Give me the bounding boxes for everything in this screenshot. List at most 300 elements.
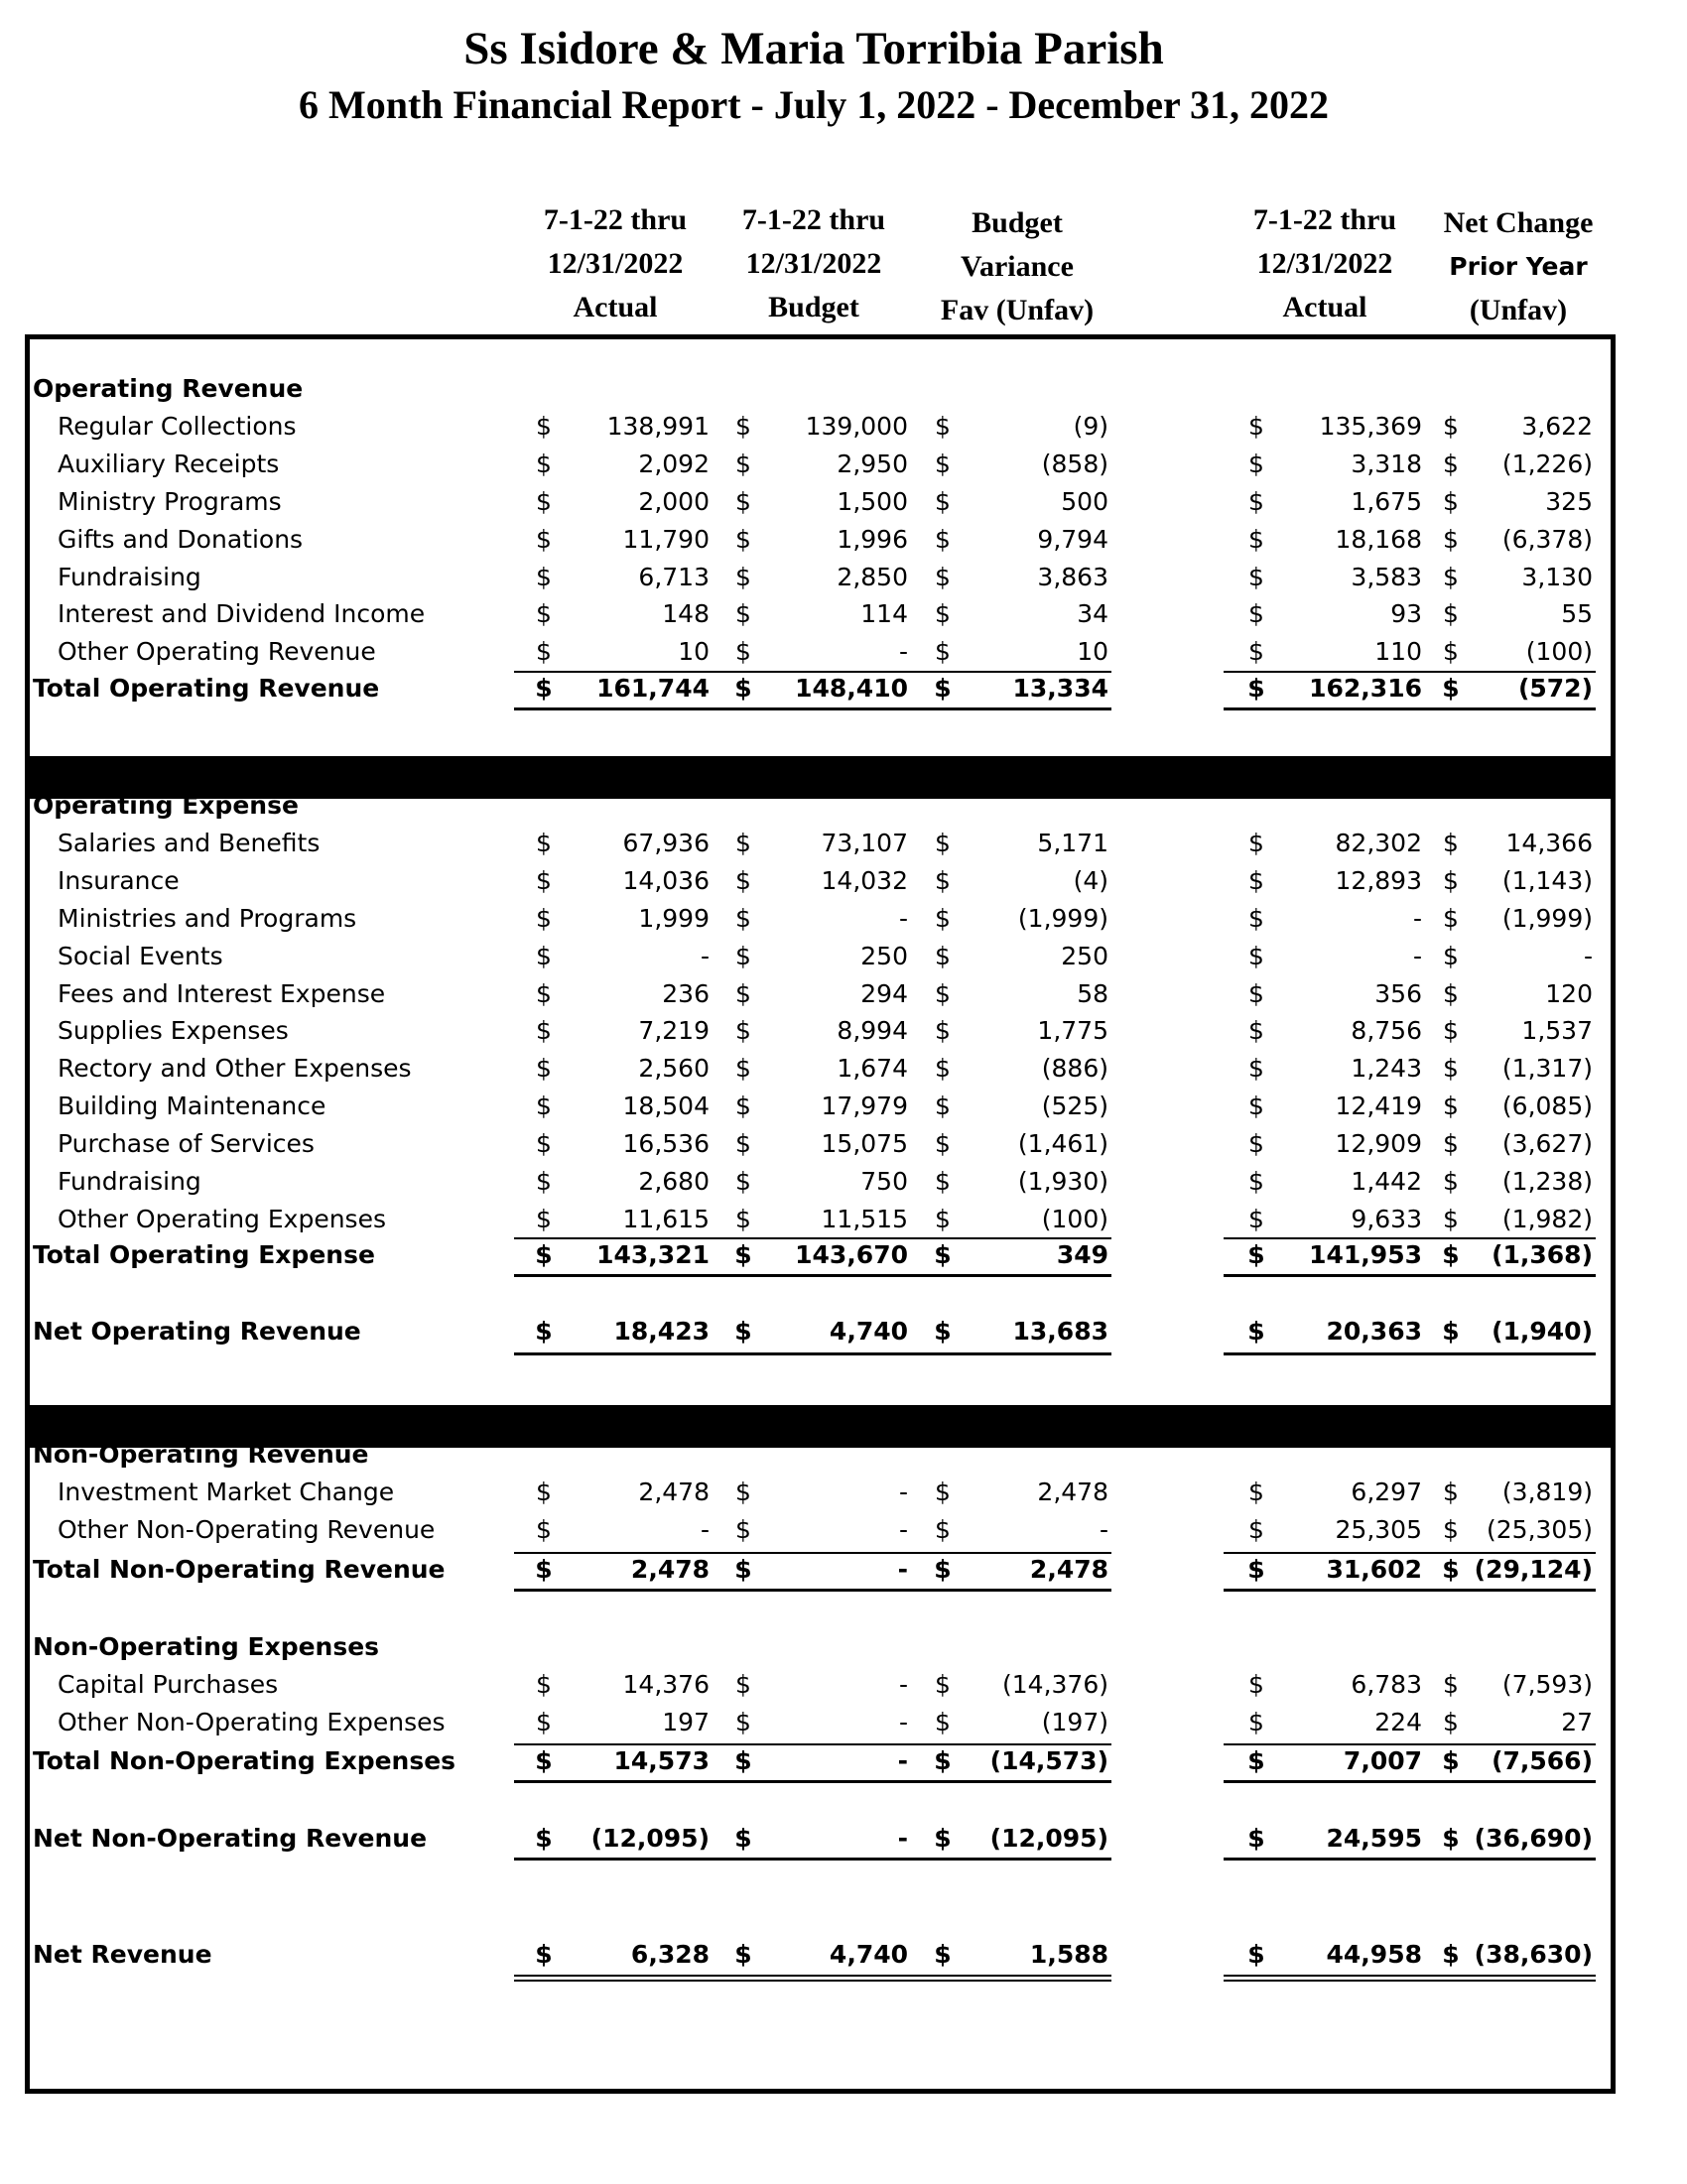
amount-cell: (525) bbox=[1041, 1092, 1108, 1121]
currency-symbol: $ bbox=[535, 1824, 553, 1853]
currency-symbol: $ bbox=[735, 1477, 751, 1506]
currency-symbol: $ bbox=[1443, 562, 1459, 591]
amount-cell: (36,690) bbox=[1474, 1824, 1593, 1853]
amount-cell: (572) bbox=[1517, 674, 1593, 703]
amount-cell: 1,999 bbox=[638, 903, 710, 933]
amount-cell: 141,953 bbox=[1309, 1240, 1422, 1269]
amount-cell: 12,419 bbox=[1335, 1092, 1422, 1121]
currency-symbol: $ bbox=[1443, 1477, 1459, 1506]
amount-cell: 2,478 bbox=[638, 1477, 710, 1506]
amount-cell: (29,124) bbox=[1474, 1555, 1593, 1584]
amount-cell: 2,560 bbox=[638, 1054, 710, 1084]
amount-cell: (7,566) bbox=[1492, 1746, 1593, 1775]
currency-symbol: $ bbox=[1248, 524, 1264, 554]
underline bbox=[514, 1743, 1111, 1745]
amount-cell: - bbox=[1412, 903, 1422, 933]
currency-symbol: $ bbox=[735, 1129, 751, 1159]
amount-cell: 2,850 bbox=[837, 562, 908, 591]
amount-cell: (4) bbox=[1073, 865, 1108, 895]
currency-symbol: $ bbox=[536, 1054, 552, 1084]
currency-symbol: $ bbox=[536, 411, 552, 441]
currency-symbol: $ bbox=[935, 978, 951, 1008]
section-heading: Non-Operating Revenue bbox=[33, 1440, 369, 1469]
amount-cell: - bbox=[897, 1824, 908, 1853]
currency-symbol: $ bbox=[1247, 1317, 1265, 1346]
currency-symbol: $ bbox=[1248, 1514, 1264, 1544]
currency-symbol: $ bbox=[735, 1707, 751, 1736]
currency-symbol: $ bbox=[735, 828, 751, 857]
row-label: Total Operating Expense bbox=[33, 1240, 375, 1269]
amount-cell: 14,573 bbox=[613, 1746, 710, 1775]
amount-cell: 3,130 bbox=[1521, 562, 1593, 591]
section-heading: Operating Expense bbox=[33, 791, 299, 820]
currency-symbol: $ bbox=[1247, 1940, 1265, 1969]
amount-cell: 14,366 bbox=[1505, 828, 1593, 857]
row-label: Other Operating Expenses bbox=[58, 1204, 386, 1233]
amount-cell: 9,794 bbox=[1037, 524, 1108, 554]
currency-symbol: $ bbox=[1443, 449, 1459, 478]
amount-cell: 143,670 bbox=[795, 1240, 908, 1269]
column-header-budget: 7-1-22 thru 12/31/2022 Budget bbox=[741, 203, 886, 323]
amount-cell: (14,573) bbox=[989, 1746, 1108, 1775]
amount-cell: 1,500 bbox=[837, 486, 908, 516]
amount-cell: 11,515 bbox=[821, 1204, 908, 1233]
currency-symbol: $ bbox=[934, 1317, 952, 1346]
amount-cell: 110 bbox=[1374, 637, 1422, 667]
amount-cell: 148,410 bbox=[795, 674, 908, 703]
amount-cell: - bbox=[897, 1746, 908, 1775]
amount-cell: 3,863 bbox=[1037, 562, 1108, 591]
currency-symbol: $ bbox=[536, 1204, 552, 1233]
amount-cell: (12,095) bbox=[989, 1824, 1108, 1853]
row-label: Rectory and Other Expenses bbox=[58, 1054, 412, 1084]
currency-symbol: $ bbox=[934, 1940, 952, 1969]
underline bbox=[514, 1274, 1111, 1277]
amount-cell: 750 bbox=[860, 1167, 908, 1196]
currency-symbol: $ bbox=[735, 1092, 751, 1121]
currency-symbol: $ bbox=[935, 1016, 951, 1046]
report-title: Ss Isidore & Maria Torribia Parish bbox=[463, 23, 1164, 74]
underline bbox=[1224, 1589, 1596, 1592]
amount-cell: 10 bbox=[1077, 637, 1108, 667]
underline bbox=[1224, 707, 1596, 710]
currency-symbol: $ bbox=[1443, 978, 1459, 1008]
currency-symbol: $ bbox=[1248, 1167, 1264, 1196]
amount-cell: 1,675 bbox=[1351, 486, 1422, 516]
amount-cell: 4,740 bbox=[829, 1940, 908, 1969]
currency-symbol: $ bbox=[1248, 1054, 1264, 1084]
currency-symbol: $ bbox=[935, 637, 951, 667]
currency-symbol: $ bbox=[536, 524, 552, 554]
amount-cell: 3,622 bbox=[1521, 411, 1593, 441]
row-label: Purchase of Services bbox=[58, 1129, 315, 1159]
amount-cell: 162,316 bbox=[1309, 674, 1422, 703]
currency-symbol: $ bbox=[535, 1240, 553, 1269]
amount-cell: 15,075 bbox=[821, 1129, 908, 1159]
amount-cell: 2,680 bbox=[638, 1167, 710, 1196]
currency-symbol: $ bbox=[536, 562, 552, 591]
amount-cell: 16,536 bbox=[622, 1129, 710, 1159]
amount-cell: 27 bbox=[1561, 1707, 1593, 1736]
row-label: Gifts and Donations bbox=[58, 524, 304, 554]
amount-cell: 250 bbox=[1061, 941, 1108, 970]
underline bbox=[1224, 1858, 1596, 1861]
amount-cell: - bbox=[700, 1514, 710, 1544]
currency-symbol: $ bbox=[1248, 449, 1264, 478]
currency-symbol: $ bbox=[536, 1016, 552, 1046]
amount-cell: - bbox=[898, 637, 908, 667]
currency-symbol: $ bbox=[1248, 1707, 1264, 1736]
amount-cell: 9,633 bbox=[1351, 1204, 1422, 1233]
currency-symbol: $ bbox=[1248, 1477, 1264, 1506]
currency-symbol: $ bbox=[1248, 1669, 1264, 1699]
currency-symbol: $ bbox=[536, 1167, 552, 1196]
currency-symbol: $ bbox=[735, 562, 751, 591]
row-label: Interest and Dividend Income bbox=[58, 599, 426, 629]
currency-symbol: $ bbox=[536, 978, 552, 1008]
row-label: Social Events bbox=[58, 941, 223, 970]
row-label: Ministries and Programs bbox=[58, 903, 357, 933]
section-heading: Non-Operating Expenses bbox=[33, 1632, 380, 1661]
currency-symbol: $ bbox=[935, 1167, 951, 1196]
row-label: Other Non-Operating Revenue bbox=[58, 1514, 436, 1544]
currency-symbol: $ bbox=[1443, 1016, 1459, 1046]
amount-cell: 58 bbox=[1077, 978, 1108, 1008]
currency-symbol: $ bbox=[934, 1746, 952, 1775]
row-label: Ministry Programs bbox=[58, 486, 282, 516]
currency-symbol: $ bbox=[934, 1824, 952, 1853]
currency-symbol: $ bbox=[935, 411, 951, 441]
amount-cell: 139,000 bbox=[805, 411, 908, 441]
underline bbox=[514, 1552, 1111, 1554]
currency-symbol: $ bbox=[935, 1514, 951, 1544]
row-label: Net Operating Revenue bbox=[33, 1317, 361, 1346]
currency-symbol: $ bbox=[535, 1317, 553, 1346]
amount-cell: 44,958 bbox=[1326, 1940, 1422, 1969]
amount-cell: 143,321 bbox=[596, 1240, 710, 1269]
amount-cell: 14,036 bbox=[622, 865, 710, 895]
amount-cell: 13,683 bbox=[1012, 1317, 1108, 1346]
currency-symbol: $ bbox=[1443, 486, 1459, 516]
amount-cell: (1,317) bbox=[1501, 1054, 1593, 1084]
currency-symbol: $ bbox=[735, 1514, 751, 1544]
amount-cell: - bbox=[898, 903, 908, 933]
amount-cell: (1,143) bbox=[1501, 865, 1593, 895]
row-label: Insurance bbox=[58, 865, 180, 895]
column-header-prior-actual: 7-1-22 thru 12/31/2022 Actual bbox=[1252, 203, 1397, 323]
currency-symbol: $ bbox=[1443, 1129, 1459, 1159]
currency-symbol: $ bbox=[536, 865, 552, 895]
currency-symbol: $ bbox=[1248, 411, 1264, 441]
amount-cell: 2,478 bbox=[1029, 1555, 1108, 1584]
row-label: Other Operating Revenue bbox=[58, 637, 376, 667]
amount-cell: 8,756 bbox=[1351, 1016, 1422, 1046]
currency-symbol: $ bbox=[536, 828, 552, 857]
double-underline bbox=[514, 1975, 1111, 1982]
currency-symbol: $ bbox=[934, 674, 952, 703]
currency-symbol: $ bbox=[935, 903, 951, 933]
amount-cell: 18,504 bbox=[622, 1092, 710, 1121]
amount-cell: 73,107 bbox=[821, 828, 908, 857]
amount-cell: 2,000 bbox=[638, 486, 710, 516]
amount-cell: 34 bbox=[1077, 599, 1108, 629]
amount-cell: 325 bbox=[1545, 486, 1593, 516]
amount-cell: 11,615 bbox=[622, 1204, 710, 1233]
column-header-actual: 7-1-22 thru 12/31/2022 Actual bbox=[543, 203, 688, 323]
underline bbox=[1224, 671, 1596, 673]
row-label: Fundraising bbox=[58, 1167, 201, 1196]
currency-symbol: $ bbox=[935, 1129, 951, 1159]
currency-symbol: $ bbox=[735, 411, 751, 441]
currency-symbol: $ bbox=[536, 1129, 552, 1159]
currency-symbol: $ bbox=[536, 599, 552, 629]
currency-symbol: $ bbox=[735, 1204, 751, 1233]
amount-cell: 500 bbox=[1061, 486, 1108, 516]
underline bbox=[514, 1352, 1111, 1355]
amount-cell: 12,893 bbox=[1335, 865, 1422, 895]
currency-symbol: $ bbox=[935, 486, 951, 516]
amount-cell: 356 bbox=[1374, 978, 1422, 1008]
currency-symbol: $ bbox=[1248, 637, 1264, 667]
currency-symbol: $ bbox=[1443, 865, 1459, 895]
amount-cell: 17,979 bbox=[821, 1092, 908, 1121]
currency-symbol: $ bbox=[734, 674, 752, 703]
underline bbox=[1224, 1237, 1596, 1239]
currency-symbol: $ bbox=[935, 449, 951, 478]
currency-symbol: $ bbox=[535, 1746, 553, 1775]
currency-symbol: $ bbox=[1248, 903, 1264, 933]
amount-cell: 24,595 bbox=[1326, 1824, 1422, 1853]
underline bbox=[514, 707, 1111, 710]
currency-symbol: $ bbox=[1248, 1016, 1264, 1046]
column-header-variance: Budget Variance Fav (Unfav) bbox=[940, 206, 1095, 326]
currency-symbol: $ bbox=[1248, 1092, 1264, 1121]
amount-cell: 2,478 bbox=[1037, 1477, 1108, 1506]
currency-symbol: $ bbox=[935, 1477, 951, 1506]
amount-cell: - bbox=[898, 1669, 908, 1699]
amount-cell: 2,092 bbox=[638, 449, 710, 478]
amount-cell: 3,318 bbox=[1351, 449, 1422, 478]
amount-cell: 10 bbox=[678, 637, 710, 667]
amount-cell: (14,376) bbox=[1002, 1669, 1108, 1699]
underline bbox=[514, 1589, 1111, 1592]
currency-symbol: $ bbox=[536, 1477, 552, 1506]
amount-cell: - bbox=[898, 1477, 908, 1506]
currency-symbol: $ bbox=[536, 1092, 552, 1121]
currency-symbol: $ bbox=[1247, 1746, 1265, 1775]
amount-cell: 6,783 bbox=[1351, 1669, 1422, 1699]
amount-cell: (3,627) bbox=[1501, 1129, 1593, 1159]
currency-symbol: $ bbox=[735, 978, 751, 1008]
currency-symbol: $ bbox=[935, 865, 951, 895]
amount-cell: 349 bbox=[1056, 1240, 1108, 1269]
currency-symbol: $ bbox=[934, 1240, 952, 1269]
row-label: Fundraising bbox=[58, 562, 201, 591]
amount-cell: 3,583 bbox=[1351, 562, 1422, 591]
amount-cell: (7,593) bbox=[1501, 1669, 1593, 1699]
amount-cell: 18,423 bbox=[613, 1317, 710, 1346]
amount-cell: (1,940) bbox=[1492, 1317, 1593, 1346]
report-subtitle: 6 Month Financial Report - July 1, 2022 - December 31, 2022 bbox=[298, 82, 1330, 127]
currency-symbol: $ bbox=[735, 941, 751, 970]
amount-cell: (1,982) bbox=[1501, 1204, 1593, 1233]
currency-symbol: $ bbox=[735, 449, 751, 478]
currency-symbol: $ bbox=[1442, 1824, 1460, 1853]
amount-cell: 11,790 bbox=[622, 524, 710, 554]
currency-symbol: $ bbox=[935, 1669, 951, 1699]
currency-symbol: $ bbox=[535, 674, 553, 703]
currency-symbol: $ bbox=[1248, 1204, 1264, 1233]
currency-symbol: $ bbox=[1443, 1092, 1459, 1121]
currency-symbol: $ bbox=[935, 1054, 951, 1084]
currency-symbol: $ bbox=[735, 1167, 751, 1196]
amount-cell: 55 bbox=[1561, 599, 1593, 629]
amount-cell: - bbox=[700, 941, 710, 970]
amount-cell: 224 bbox=[1374, 1707, 1422, 1736]
amount-cell: 2,950 bbox=[837, 449, 908, 478]
currency-symbol: $ bbox=[1443, 1514, 1459, 1544]
underline bbox=[1224, 1780, 1596, 1783]
underline bbox=[1224, 1274, 1596, 1277]
currency-symbol: $ bbox=[1247, 674, 1265, 703]
currency-symbol: $ bbox=[735, 524, 751, 554]
amount-cell: 82,302 bbox=[1335, 828, 1422, 857]
amount-cell: 138,991 bbox=[606, 411, 710, 441]
currency-symbol: $ bbox=[535, 1555, 553, 1584]
underline bbox=[1224, 1552, 1596, 1554]
row-label: Investment Market Change bbox=[58, 1477, 395, 1506]
amount-cell: (38,630) bbox=[1474, 1940, 1593, 1969]
currency-symbol: $ bbox=[1442, 1240, 1460, 1269]
row-label: Net Revenue bbox=[33, 1940, 212, 1969]
currency-symbol: $ bbox=[735, 1054, 751, 1084]
currency-symbol: $ bbox=[1443, 1707, 1459, 1736]
currency-symbol: $ bbox=[935, 941, 951, 970]
amount-cell: 1,775 bbox=[1037, 1016, 1108, 1046]
amount-cell: 1,442 bbox=[1351, 1167, 1422, 1196]
amount-cell: 1,674 bbox=[837, 1054, 908, 1084]
currency-symbol: $ bbox=[1443, 524, 1459, 554]
currency-symbol: $ bbox=[734, 1317, 752, 1346]
amount-cell: 7,219 bbox=[638, 1016, 710, 1046]
currency-symbol: $ bbox=[1442, 1317, 1460, 1346]
currency-symbol: $ bbox=[1443, 903, 1459, 933]
underline bbox=[514, 1858, 1111, 1861]
amount-cell: - bbox=[1412, 941, 1422, 970]
underline bbox=[1224, 1352, 1596, 1355]
currency-symbol: $ bbox=[734, 1746, 752, 1775]
currency-symbol: $ bbox=[1443, 411, 1459, 441]
amount-cell: 31,602 bbox=[1326, 1555, 1422, 1584]
currency-symbol: $ bbox=[1443, 637, 1459, 667]
row-label: Total Operating Revenue bbox=[33, 674, 380, 703]
amount-cell: (6,378) bbox=[1501, 524, 1593, 554]
underline bbox=[1224, 1743, 1596, 1745]
currency-symbol: $ bbox=[536, 1514, 552, 1544]
currency-symbol: $ bbox=[934, 1555, 952, 1584]
underline bbox=[514, 1780, 1111, 1783]
currency-symbol: $ bbox=[1248, 941, 1264, 970]
currency-symbol: $ bbox=[1443, 1204, 1459, 1233]
row-label: Salaries and Benefits bbox=[58, 828, 321, 857]
currency-symbol: $ bbox=[536, 486, 552, 516]
currency-symbol: $ bbox=[1248, 562, 1264, 591]
row-label: Total Non-Operating Revenue bbox=[33, 1555, 446, 1584]
amount-cell: 6,297 bbox=[1351, 1477, 1422, 1506]
currency-symbol: $ bbox=[935, 1204, 951, 1233]
currency-symbol: $ bbox=[935, 599, 951, 629]
currency-symbol: $ bbox=[735, 903, 751, 933]
section-heading: Operating Revenue bbox=[33, 374, 304, 403]
currency-symbol: $ bbox=[535, 1940, 553, 1969]
currency-symbol: $ bbox=[935, 562, 951, 591]
amount-cell: 14,376 bbox=[622, 1669, 710, 1699]
amount-cell: 250 bbox=[860, 941, 908, 970]
currency-symbol: $ bbox=[734, 1824, 752, 1853]
amount-cell: 8,994 bbox=[837, 1016, 908, 1046]
amount-cell: 120 bbox=[1545, 978, 1593, 1008]
amount-cell: 161,744 bbox=[596, 674, 710, 703]
currency-symbol: $ bbox=[1247, 1240, 1265, 1269]
amount-cell: 93 bbox=[1390, 599, 1422, 629]
currency-symbol: $ bbox=[1443, 1167, 1459, 1196]
currency-symbol: $ bbox=[1442, 1555, 1460, 1584]
amount-cell: 14,032 bbox=[821, 865, 908, 895]
amount-cell: - bbox=[1099, 1514, 1108, 1544]
currency-symbol: $ bbox=[1247, 1555, 1265, 1584]
currency-symbol: $ bbox=[536, 903, 552, 933]
amount-cell: (3,819) bbox=[1501, 1477, 1593, 1506]
currency-symbol: $ bbox=[1248, 865, 1264, 895]
currency-symbol: $ bbox=[536, 1669, 552, 1699]
currency-symbol: $ bbox=[935, 524, 951, 554]
amount-cell: (100) bbox=[1525, 637, 1593, 667]
currency-symbol: $ bbox=[1248, 486, 1264, 516]
currency-symbol: $ bbox=[1247, 1824, 1265, 1853]
currency-symbol: $ bbox=[935, 828, 951, 857]
amount-cell: (6,085) bbox=[1501, 1092, 1593, 1121]
amount-cell: 67,936 bbox=[622, 828, 710, 857]
row-label: Auxiliary Receipts bbox=[58, 449, 280, 478]
amount-cell: 197 bbox=[662, 1707, 710, 1736]
row-label: Total Non-Operating Expenses bbox=[33, 1746, 456, 1775]
amount-cell: 1,588 bbox=[1029, 1940, 1108, 1969]
amount-cell: 114 bbox=[860, 599, 908, 629]
row-label: Net Non-Operating Revenue bbox=[33, 1824, 428, 1853]
amount-cell: 6,713 bbox=[638, 562, 710, 591]
amount-cell: (1,930) bbox=[1017, 1167, 1108, 1196]
underline bbox=[514, 671, 1111, 673]
currency-symbol: $ bbox=[734, 1240, 752, 1269]
amount-cell: (1,461) bbox=[1017, 1129, 1108, 1159]
amount-cell: 7,007 bbox=[1343, 1746, 1422, 1775]
currency-symbol: $ bbox=[1442, 674, 1460, 703]
currency-symbol: $ bbox=[1248, 978, 1264, 1008]
amount-cell: (9) bbox=[1073, 411, 1108, 441]
amount-cell: (1,238) bbox=[1501, 1167, 1593, 1196]
row-label: Supplies Expenses bbox=[58, 1016, 289, 1046]
column-header-net-change: Net Change Prior Year (Unfav) bbox=[1443, 206, 1594, 326]
amount-cell: (100) bbox=[1041, 1204, 1108, 1233]
amount-cell: - bbox=[898, 1514, 908, 1544]
amount-cell: (886) bbox=[1041, 1054, 1108, 1084]
amount-cell: (1,226) bbox=[1501, 449, 1593, 478]
amount-cell: 135,369 bbox=[1319, 411, 1422, 441]
amount-cell: 294 bbox=[860, 978, 908, 1008]
amount-cell: 6,328 bbox=[630, 1940, 710, 1969]
amount-cell: 1,996 bbox=[837, 524, 908, 554]
currency-symbol: $ bbox=[1443, 1669, 1459, 1699]
